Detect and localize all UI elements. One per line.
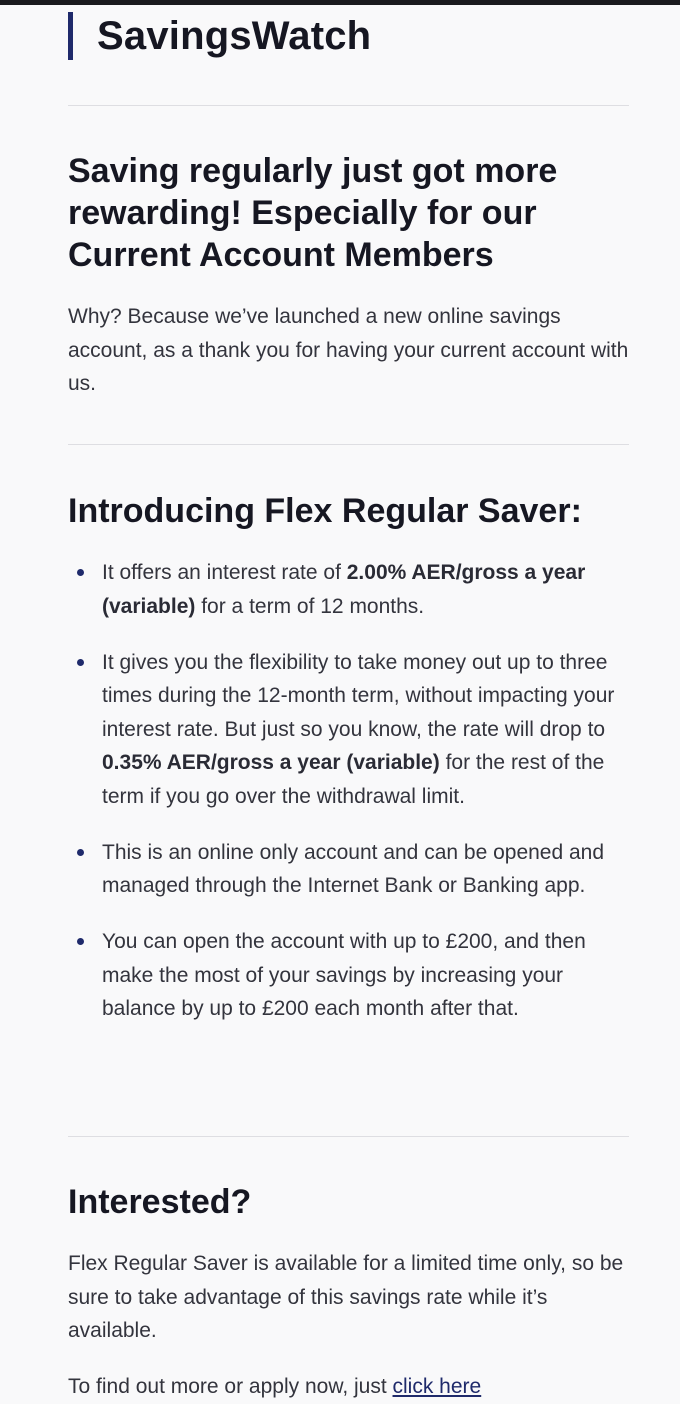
top-bar xyxy=(0,0,680,5)
brand-logo-text: SavingsWatch xyxy=(97,13,372,58)
feature-item: It gives you the flexibility to take money out up to three times during the 12-month term, without impacting your interest rate. But just so you know, the rate will drop to 0.35% AER/gross a year (variable) for the rest of the term if you go over the withdrawal limit. xyxy=(68,646,628,814)
hero-intro: Why? Because we’ve launched a new online savings account, as a thank you for having your current account with us. xyxy=(68,305,629,395)
bullet-icon xyxy=(77,938,84,945)
hero-title: Saving regularly just got more rewarding! Especially for our Current Account Members xyxy=(68,152,558,274)
rate-highlight: 2.00% AER/gross a year (variable) xyxy=(102,561,586,618)
click-here-link[interactable]: click here xyxy=(392,1375,482,1398)
product-feature-list xyxy=(68,556,628,1048)
divider xyxy=(68,444,629,445)
feature-item: You can open the account with up to £200, and then make the most of your savings by increasing your balance by up to £200 each month after that. xyxy=(68,925,628,1026)
feature-item: It offers an interest rate of 2.00% AER/gross a year (variable) for a term of 12 months. xyxy=(68,556,628,623)
divider xyxy=(68,105,629,106)
brand-header xyxy=(68,12,371,60)
bullet-icon xyxy=(77,659,84,666)
product-title: Introducing Flex Regular Saver: xyxy=(68,492,582,530)
divider xyxy=(68,1136,629,1137)
bullet-icon xyxy=(77,849,84,856)
bullet-icon xyxy=(77,569,84,576)
interested-body: Flex Regular Saver is available for a limited time only, so be sure to take advantage of this savings rate while it’s available. xyxy=(68,1252,624,1342)
cta-line: To find out more or apply now, just click here xyxy=(68,1375,482,1398)
rate-highlight: 0.35% AER/gross a year (variable) xyxy=(102,751,440,774)
interested-title: Interested? xyxy=(68,1183,252,1221)
feature-item: This is an online only account and can be opened and managed through the Internet Bank or Banking app. xyxy=(68,836,628,903)
brand-accent-bar xyxy=(68,12,73,60)
